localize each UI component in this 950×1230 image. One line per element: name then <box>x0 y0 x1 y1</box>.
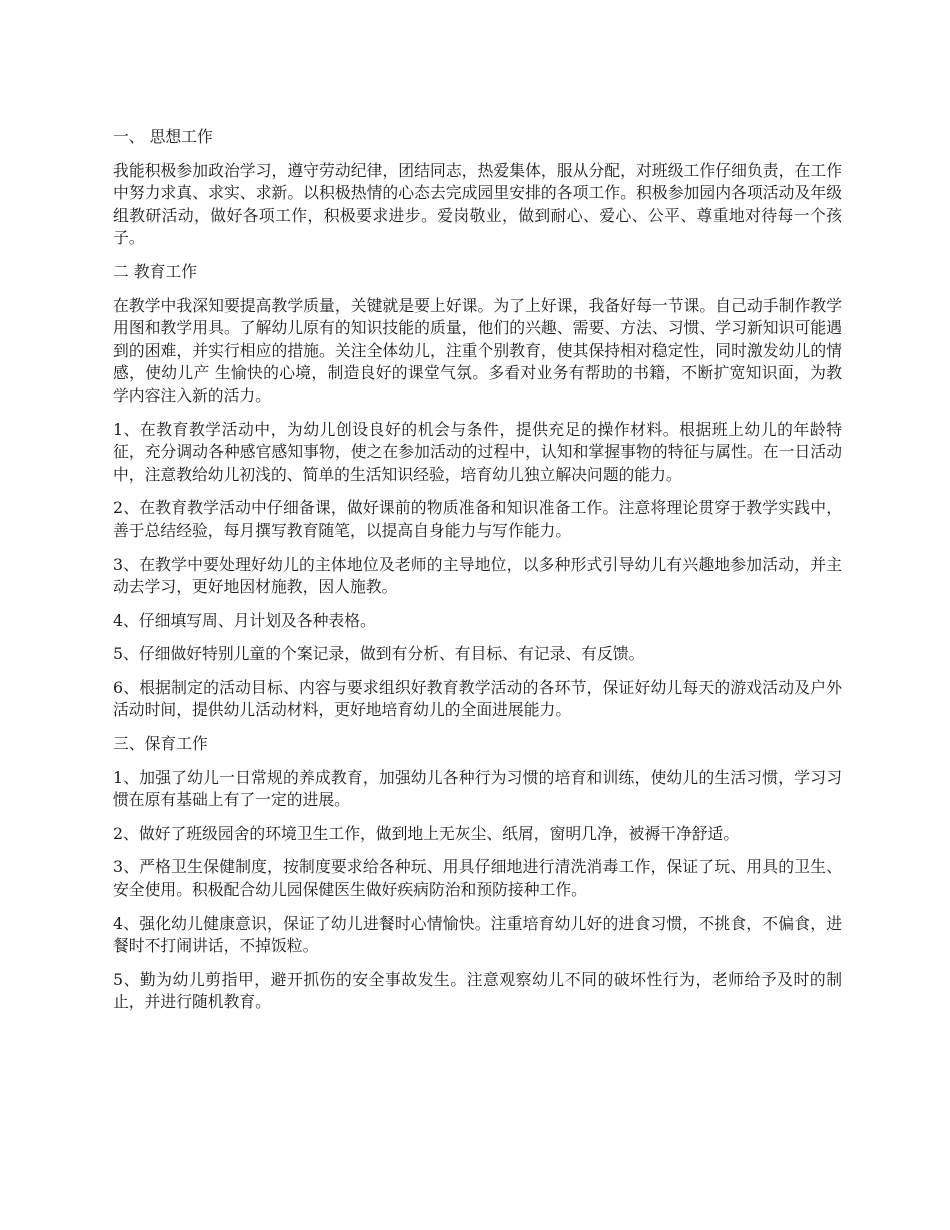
section-heading-care: 三、保育工作 <box>113 734 208 754</box>
paragraph: 4、仔细填写周、月计划及各种表格。 <box>113 610 376 630</box>
paragraph: 5、勤为幼儿剪指甲，避开抓伤的安全事故发生。注意观察幼儿不同的破坏性行为，老师给予及时的制止，并进行随机教育。 <box>113 969 842 1012</box>
paragraph: 1、加强了幼儿一日常规的养成教育，加强幼儿各种行为习惯的培育和训练，使幼儿的生活习惯，学习习惯在原有基础上有了一定的进展。 <box>113 767 842 810</box>
paragraph: 1、在教育教学活动中，为幼儿创设良好的机会与条件，提供充足的操作材料。根据班上幼儿的年龄特征，充分调动各种感官感知事物，使之在参加活动的过程中，认知和掌握事物的特征与属性。在一日活动中，注意教给幼儿初浅的、简单的生活知识经验，培育幼儿独立解决问题的能力。 <box>113 419 842 484</box>
paragraph: 2、做好了班级园舍的环境卫生工作，做到地上无灰尘、纸屑，窗明几净，被褥干净舒适。 <box>113 823 740 843</box>
paragraph: 6、根据制定的活动目标、内容与要求组织好教育教学活动的各环节，保证好幼儿每天的游戏活动及户外活动时间，提供幼儿活动材料，更好地培育幼儿的全面进展能力。 <box>113 677 842 720</box>
section-heading-education: 二 教育工作 <box>113 261 198 281</box>
section-heading-thought: 一、 思想工作 <box>113 127 213 146</box>
paragraph: 3、严格卫生保健制度，按制度要求给各种玩、用具仔细地进行清洗消毒工作，保证了玩、用具的卫生、安全使用。积极配合幼儿园保健医生做好疾病防治和预防接种工作。 <box>113 857 842 900</box>
paragraph: 我能积极参加政治学习，遵守劳动纪律，团结同志，热爱集体，服从分配，对班级工作仔细负责，在工作中努力求真、求实、求新。以积极热情的心态去完成园里安排的各项工作。积极参加园内各项活动及年级组教研活动，做好各项工作，积极要求进步。爱岗敬业，做到耐心、爱心、公平、尊重地对待每一个孩子。 <box>113 160 842 248</box>
paragraph: 5、仔细做好特别儿童的个案记录，做到有分析、有目标、有记录、有反馈。 <box>113 644 645 664</box>
paragraph: 3、在教学中要处理好幼儿的主体地位及老师的主导地位，以多种形式引导幼儿有兴趣地参加活动，并主动去学习，更好地因材施教，因人施教。 <box>113 554 842 597</box>
paragraph: 4、强化幼儿健康意识，保证了幼儿进餐时心情愉快。注重培育幼儿好的进食习惯，不挑食，不偏食，进餐时不打闹讲话，不掉饭粒。 <box>113 913 842 956</box>
paragraph: 2、在教育教学活动中仔细备课，做好课前的物质准备和知识准备工作。注意将理论贯穿于教学实践中，善于总结经验，每月撰写教育随笔，以提高自身能力与写作能力。 <box>113 498 842 540</box>
paragraph: 在教学中我深知要提高教学质量，关键就是要上好课。为了上好课，我备好每一节课。自己动手制作教学用图和教学用具。了解幼儿原有的知识技能的质量，他们的兴趣、需要、方法、习惯、学习新知识可能遇到的困难，并实行相应的措施。关注全体幼儿，注重个别教育，使其保持相对稳定性，同时激发幼儿的情感，使幼儿产 生愉快的心境，制造良好的课堂气氛。多看对业务有帮助的书籍，不断扩宽知识面，为教学内容注入新的活力。 <box>113 295 842 405</box>
